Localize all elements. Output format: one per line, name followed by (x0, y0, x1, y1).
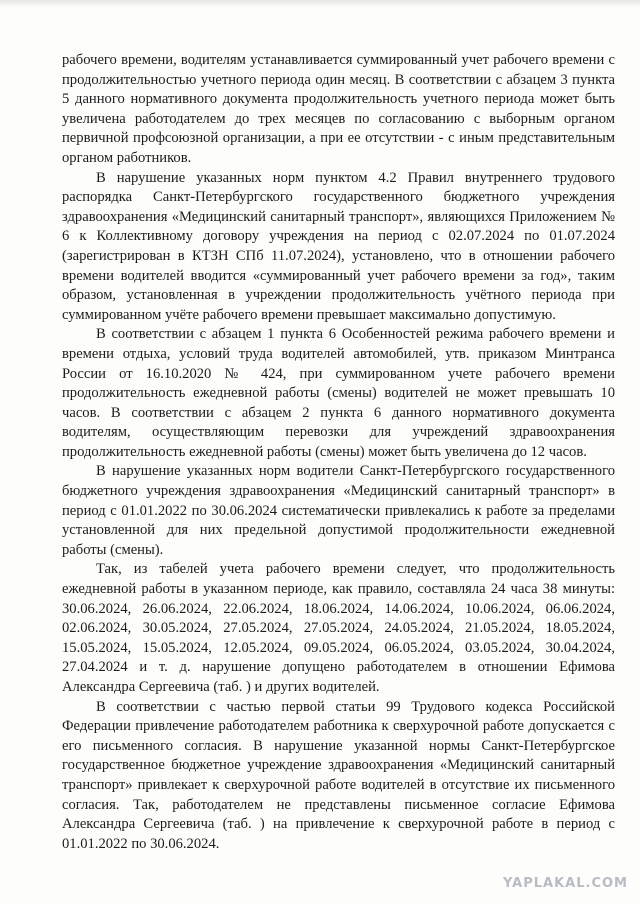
paragraph-5: Так, из табелей учета рабочего времени следует, что продолжительность ежедневной работы в указанном периоде, как правило, составляла 24 часа 38 минуты: 30.06.2024, 26.06.2024, 22.06.2024, 18.06.2024, 14.06.2024, 10.06.2024, 06.06.2024, 02.06.2024, 30.05.2024, 27.05.2024, 27.05.2024, 24.05.2024, 21.05.2024, 18.05.2024, 15.05.2024, 15.05.2024, 12.05.2024, 09.05.2024, 06.05.2024, 03.05.2024, 30.04.2024, 27.04.2024 и т. д. нарушение допущено работодателем в отношении Ефимова Александра Сергеевича (таб. ) и других водителей. (62, 561, 615, 695)
paragraph-4: В нарушение указанных норм водители Санкт-Петербургского государственного бюджетного учреждения здравоохранения «Медицинский санитарный транспорт» в период с 01.01.2022 по 30.06.2024 систематически привлекались к работе за пределами установленной для них предельной допустимой продолжительности ежедневной работы (смены). (62, 463, 615, 558)
scan-edge-shadow (0, 0, 640, 7)
paragraph-1: рабочего времени, водителям устанавливается суммированный учет рабочего времени с продолжительностью учетного периода один месяц. В соответствии с абзацем 3 пункта 5 данного нормативного документа продолжительность учетного периода может быть увеличена работодателем до трех месяцев по согласованию с выборным органом первичной профсоюзной организации, а при ее отсутствии - с иным представительным органом работников. (62, 52, 615, 166)
paragraph-2: В нарушение указанных норм пунктом 4.2 Правил внутреннего трудового распорядка Санкт-Петербургского государственного бюджетного учреждения здравоохранения «Медицинский санитарный транспорт», являющихся Приложением № 6 к Коллективному договору учреждения на период с 02.07.2024 по 01.07.2024 (зарегистрирован в КТЗН СПб 11.07.2024), установлено, что в отношении рабочего времени водителей вводится «суммированный учет рабочего времени за год», таким образом, установленная в учреждении продолжительность учётного периода при суммированном учёте рабочего времени превышает максимально допустимую. (62, 169, 615, 323)
document-body (62, 51, 615, 854)
site-watermark: YAPLAKAL.COM (503, 876, 628, 891)
paragraph-6: В соответствии с частью первой статьи 99 Трудового кодекса Российской Федерации привлечение работодателем работника к сверхурочной работе допускается с его письменного согласия. В нарушение указанной нормы Санкт-Петербургское государственное бюджетное учреждение здравоохранения «Медицинский санитарный транспорт» привлекает к сверхурочной работе водителей в отсутствие их письменного согласия. Так, работодателем не представлены письменное согласие Ефимова Александра Сергеевича (таб. ) на привлечение к сверхурочной работе в период с 01.01.2022 по 30.06.2024. (62, 698, 615, 852)
paragraph-3: В соответствии с абзацем 1 пункта 6 Особенностей режима рабочего времени и времени отдыха, условий труда водителей автомобилей, утв. приказом Минтранса России от 16.10.2020 № 424, при суммированном учете рабочего времени продолжительность ежедневной работы (смены) водителей не может превышать 10 часов. В соответствии с абзацем 2 пункта 6 данного нормативного документа водителям, осуществляющим перевозки для учреждений здравоохранения продолжительность ежедневной работы (смены) может быть увеличена до 12 часов. (62, 326, 615, 460)
